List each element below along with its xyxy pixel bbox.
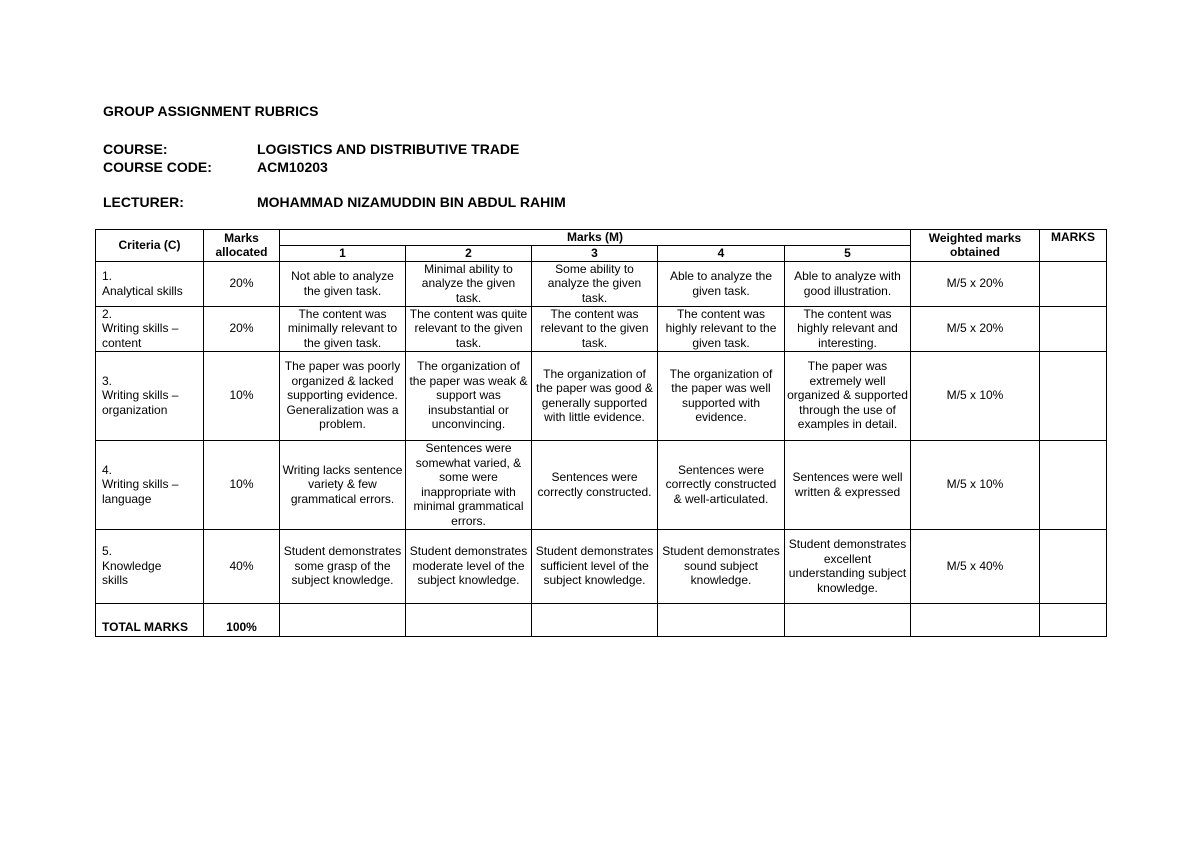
criteria-cell: 2. Writing skills – content: [96, 306, 204, 351]
table-row: [96, 529, 1107, 603]
marks-cell[interactable]: [1040, 261, 1107, 306]
weighted-marks-header: Weighted marks obtained: [911, 230, 1040, 262]
level-cell: The content was highly relevant to the given task.: [658, 306, 785, 351]
marks-cell[interactable]: [1040, 440, 1107, 529]
total-level-cell[interactable]: [280, 603, 406, 636]
weighted-cell: M/5 x 20%: [911, 306, 1040, 351]
total-row: [96, 603, 1107, 636]
marks-m-header: Marks (M): [280, 230, 911, 246]
course-row: [103, 141, 520, 157]
weighted-cell: M/5 x 40%: [911, 529, 1040, 603]
level-cell: Student demonstrates some grasp of the subject knowledge.: [280, 529, 406, 603]
rubric-table: [95, 229, 1107, 637]
marks-header: MARKS: [1040, 230, 1107, 262]
table-row: [96, 351, 1107, 440]
level-cell: Student demonstrates excellent understanding subject knowledge.: [785, 529, 911, 603]
total-allocated: 100%: [204, 603, 280, 636]
course-code-label: COURSE CODE:: [103, 159, 212, 175]
level-cell: Student demonstrates sufficient level of the subject knowledge.: [532, 529, 658, 603]
criteria-cell: 3. Writing skills – organization: [96, 351, 204, 440]
document-title: GROUP ASSIGNMENT RUBRICS: [103, 103, 319, 119]
allocated-cell: 20%: [204, 261, 280, 306]
total-weighted-cell[interactable]: [911, 603, 1040, 636]
level-cell: The organization of the paper was weak & support was insubstantial or unconvincing.: [406, 351, 532, 440]
table-row: [96, 440, 1107, 529]
lecturer-label: LECTURER:: [103, 194, 184, 210]
course-code-value: ACM10203: [257, 159, 328, 175]
level-cell: The content was minimally relevant to the given task.: [280, 306, 406, 351]
total-marks-cell[interactable]: [1040, 603, 1107, 636]
level-cell: Sentences were correctly constructed & well-articulated.: [658, 440, 785, 529]
marks-cell[interactable]: [1040, 529, 1107, 603]
level-cell: The paper was poorly organized & lacked supporting evidence. Generalization was a problem.: [280, 351, 406, 440]
level-cell: The content was quite relevant to the given task.: [406, 306, 532, 351]
total-marks-label: TOTAL MARKS: [96, 603, 204, 636]
level-header: 1: [280, 246, 406, 262]
marks-allocated-header: Marks allocated: [204, 230, 280, 262]
criteria-cell: 5. Knowledge skills: [96, 529, 204, 603]
level-cell: The organization of the paper was well supported with evidence.: [658, 351, 785, 440]
table-row: [96, 261, 1107, 306]
level-cell: Able to analyze the given task.: [658, 261, 785, 306]
level-cell: Not able to analyze the given task.: [280, 261, 406, 306]
level-header: 5: [785, 246, 911, 262]
table-row: [96, 306, 1107, 351]
total-level-cell[interactable]: [406, 603, 532, 636]
total-level-cell[interactable]: [532, 603, 658, 636]
marks-cell[interactable]: [1040, 351, 1107, 440]
weighted-cell: M/5 x 10%: [911, 440, 1040, 529]
level-cell: The paper was extremely well organized & supported through the use of examples in detail.: [785, 351, 911, 440]
level-cell: Sentences were well written & expressed: [785, 440, 911, 529]
weighted-cell: M/5 x 10%: [911, 351, 1040, 440]
total-level-cell[interactable]: [785, 603, 911, 636]
total-level-cell[interactable]: [658, 603, 785, 636]
level-header: 3: [532, 246, 658, 262]
lecturer-value: MOHAMMAD NIZAMUDDIN BIN ABDUL RAHIM: [257, 194, 566, 210]
level-cell: Minimal ability to analyze the given task.: [406, 261, 532, 306]
level-cell: The content was relevant to the given task.: [532, 306, 658, 351]
level-cell: The content was highly relevant and interesting.: [785, 306, 911, 351]
course-value: LOGISTICS AND DISTRIBUTIVE TRADE: [257, 141, 520, 157]
criteria-cell: 4. Writing skills – language: [96, 440, 204, 529]
criteria-cell: 1. Analytical skills: [96, 261, 204, 306]
level-cell: Writing lacks sentence variety & few grammatical errors.: [280, 440, 406, 529]
criteria-header: Criteria (C): [96, 230, 204, 262]
level-cell: Student demonstrates sound subject knowledge.: [658, 529, 785, 603]
weighted-cell: M/5 x 20%: [911, 261, 1040, 306]
lecturer-row: [103, 194, 566, 210]
level-cell: The organization of the paper was good & generally supported with little evidence.: [532, 351, 658, 440]
level-header: 4: [658, 246, 785, 262]
level-header: 2: [406, 246, 532, 262]
marks-cell[interactable]: [1040, 306, 1107, 351]
level-cell: Student demonstrates moderate level of the subject knowledge.: [406, 529, 532, 603]
header-row-1: [96, 230, 1107, 246]
level-cell: Some ability to analyze the given task.: [532, 261, 658, 306]
allocated-cell: 40%: [204, 529, 280, 603]
level-cell: Sentences were somewhat varied, & some were inappropriate with minimal grammatical errors.: [406, 440, 532, 529]
allocated-cell: 10%: [204, 351, 280, 440]
course-label: COURSE:: [103, 141, 168, 157]
allocated-cell: 20%: [204, 306, 280, 351]
level-cell: Able to analyze with good illustration.: [785, 261, 911, 306]
allocated-cell: 10%: [204, 440, 280, 529]
course-code-row: [103, 159, 328, 175]
level-cell: Sentences were correctly constructed.: [532, 440, 658, 529]
